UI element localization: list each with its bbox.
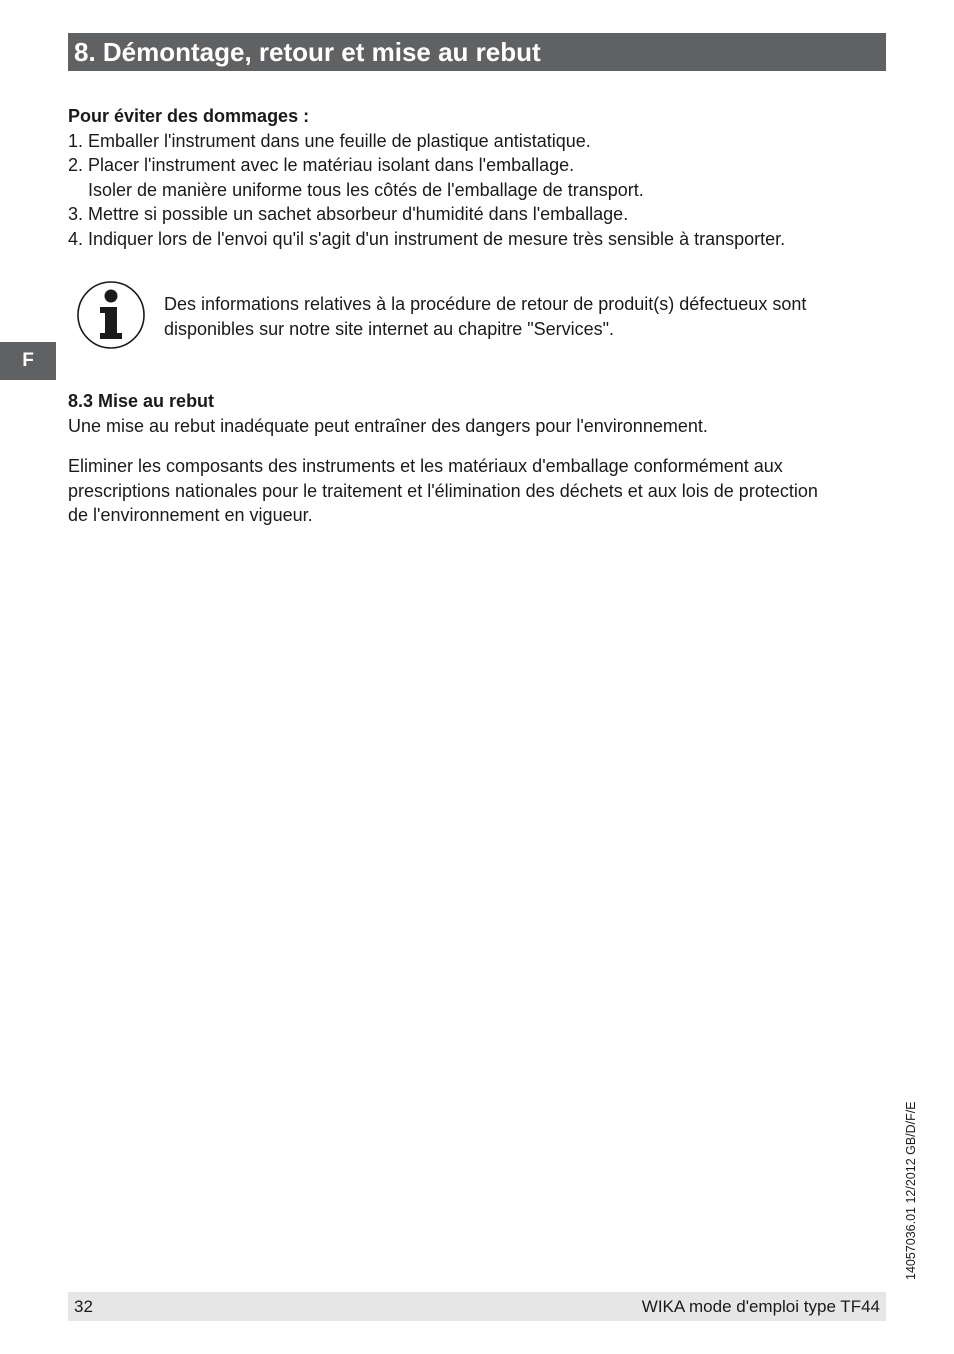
info-icon xyxy=(76,280,146,350)
list-item: 2. Placer l'instrument avec le matériau isolant dans l'emballage. xyxy=(68,155,575,175)
page-footer xyxy=(68,1292,886,1321)
info-line: Des informations relatives à la procédure de retour de produit(s) défectueux sont xyxy=(164,294,807,314)
list-item: 4. Indiquer lors de l'envoi qu'il s'agit d'un instrument de mesure très sensible à transporter. xyxy=(68,228,786,249)
page-title: 8. Démontage, retour et mise au rebut xyxy=(74,37,541,67)
document-code: 14057036.01 12/2012 GB/D/F/E xyxy=(904,1101,918,1280)
page-number: 32 xyxy=(74,1297,93,1316)
list-item: 1. Emballer l'instrument dans une feuille de plastique antistatique. xyxy=(68,130,591,151)
damage-prevention-section xyxy=(68,104,785,251)
disposal-paragraph-line: de l'environnement en vigueur. xyxy=(68,505,313,525)
disposal-heading: 8.3 Mise au rebut xyxy=(68,391,215,411)
info-line: disponibles sur notre site internet au chapitre "Services". xyxy=(164,318,615,339)
list-item: Isoler de manière uniforme tous les côtés de l'emballage de transport. xyxy=(88,179,644,200)
language-tab: F xyxy=(0,342,56,380)
disposal-intro: Une mise au rebut inadéquate peut entraîner des dangers pour l'environnement. xyxy=(68,415,708,436)
section-header xyxy=(68,33,886,71)
disposal-paragraph-line: prescriptions nationales pour le traitement et l'élimination des déchets et aux lois de protection xyxy=(68,480,818,501)
list-item: 3. Mettre si possible un sachet absorbeur d'humidité dans l'emballage. xyxy=(68,204,629,224)
disposal-paragraph-line: Eliminer les composants des instruments et les matériaux d'emballage conformément aux xyxy=(68,456,783,476)
footer-title: WIKA mode d'emploi type TF44 xyxy=(641,1297,880,1316)
damage-steps-list xyxy=(68,129,785,252)
damage-heading: Pour éviter des dommages : xyxy=(68,106,310,126)
info-box-text xyxy=(164,292,884,341)
disposal-section xyxy=(68,389,818,528)
